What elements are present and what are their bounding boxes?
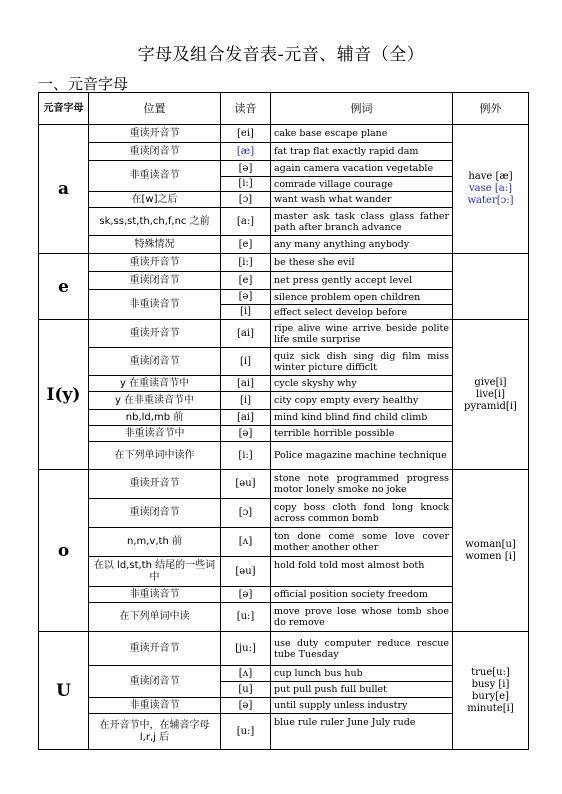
examples-cell: move prove lose whose tomb shoe do remove bbox=[271, 603, 453, 632]
examples-cell: until supply unless industry bbox=[271, 698, 453, 714]
position-cell: 非重读音节 bbox=[89, 698, 221, 714]
letter-e: e bbox=[39, 254, 89, 320]
examples-cell: again camera vacation vegetable bbox=[271, 161, 453, 177]
exceptions-u bbox=[453, 632, 529, 750]
exceptions-e bbox=[453, 254, 529, 320]
exceptions-a bbox=[453, 125, 529, 254]
examples-cell: use duty computer reduce rescue tube Tuesday bbox=[271, 632, 453, 666]
examples-cell: net press gently accept level bbox=[271, 272, 453, 290]
phonetic-cell: [u:] bbox=[221, 714, 271, 750]
phonetic-cell: [ə] bbox=[221, 290, 271, 305]
letter-o: o bbox=[39, 470, 89, 632]
letter-a: a bbox=[39, 125, 89, 254]
phonetic-cell: [i] bbox=[221, 392, 271, 410]
phonetic-cell: [ai] bbox=[221, 320, 271, 348]
phonetic-cell: [i] bbox=[221, 348, 271, 376]
phonetic-cell: [i:] bbox=[221, 442, 271, 470]
position-cell: 重读开音节 bbox=[89, 470, 221, 499]
table-row bbox=[39, 125, 529, 143]
position-cell: 重读闭音节 bbox=[89, 348, 221, 376]
vowel-table bbox=[38, 92, 529, 750]
phonetic-cell: [əu] bbox=[221, 557, 271, 587]
position-cell: 在以 ld,st,th 结尾的一些词中 bbox=[89, 557, 221, 587]
phonetic-cell: [e] bbox=[221, 236, 271, 254]
phonetic-cell: [æ] bbox=[221, 143, 271, 161]
examples-cell: master ask task class glass father path after branch advance bbox=[271, 208, 453, 236]
position-cell: 重读开音节 bbox=[89, 125, 221, 143]
position-cell: 非重读音节 bbox=[89, 161, 221, 192]
phonetic-cell: [i] bbox=[221, 305, 271, 320]
phonetic-cell: [ju:] bbox=[221, 632, 271, 666]
letter-u: U bbox=[39, 632, 89, 750]
page-title: 字母及组合发音表-元音、辅音（全） bbox=[137, 45, 425, 65]
position-cell: 非重读音节中 bbox=[89, 426, 221, 442]
examples-cell: stone note programmed progress motor lonely smoke no joke bbox=[271, 470, 453, 499]
exception-item: women [i] bbox=[465, 550, 516, 562]
table-row bbox=[39, 320, 529, 348]
exceptions-i bbox=[453, 320, 529, 470]
section-heading: 一、元音字母 bbox=[38, 75, 129, 93]
position-cell: y 在非重读音节中 bbox=[89, 392, 221, 410]
position-cell: n,m,v,th 前 bbox=[89, 528, 221, 557]
examples-cell: be these she evil bbox=[271, 254, 453, 272]
position-cell: 重读闭音节 bbox=[89, 143, 221, 161]
position-cell: 重读开音节 bbox=[89, 254, 221, 272]
examples-cell: mind kind blind find child climb bbox=[271, 410, 453, 426]
position-cell: 特殊情况 bbox=[89, 236, 221, 254]
phonetic-cell: [ɔ] bbox=[221, 499, 271, 528]
position-cell: sk,ss,st,th,ch,f,nc 之前 bbox=[89, 208, 221, 236]
examples-cell: cycle skyshy why bbox=[271, 376, 453, 392]
position-cell: 重读闭音节 bbox=[89, 499, 221, 528]
phonetic-cell: [e] bbox=[221, 272, 271, 290]
letter-i: I(y) bbox=[39, 320, 89, 470]
examples-cell: silence problem open children bbox=[271, 290, 453, 305]
examples-cell: want wash what wander bbox=[271, 192, 453, 208]
examples-cell: blue rule ruler June July rude bbox=[271, 714, 453, 750]
header-exceptions: 例外 bbox=[453, 93, 529, 125]
phonetic-cell: [i:] bbox=[221, 177, 271, 192]
position-cell: 重读开音节 bbox=[89, 320, 221, 348]
exception-item: vase [a:] bbox=[469, 183, 512, 194]
examples-cell: cake base escape plane bbox=[271, 125, 453, 143]
phonetic-cell: [u] bbox=[221, 682, 271, 698]
exception-item: minute[i] bbox=[467, 702, 514, 714]
phonetic-cell: [ʌ] bbox=[221, 666, 271, 682]
table-row bbox=[39, 470, 529, 499]
exception-item: bury[e] bbox=[472, 690, 509, 702]
phonetic-cell: [ʌ] bbox=[221, 528, 271, 557]
phonetic-cell: [ɔ] bbox=[221, 192, 271, 208]
position-cell: 在[w]之后 bbox=[89, 192, 221, 208]
exception-item: true[u:] bbox=[471, 666, 510, 678]
phonetic-cell: [ai] bbox=[221, 410, 271, 426]
exception-item: have [æ] bbox=[468, 171, 513, 182]
examples-cell: hold fold told most almost both bbox=[271, 557, 453, 587]
phonetic-cell: [ei] bbox=[221, 125, 271, 143]
header-position: 位置 bbox=[89, 93, 221, 125]
examples-cell: put pull push full bullet bbox=[271, 682, 453, 698]
exceptions-o bbox=[453, 470, 529, 632]
position-cell: y 在重读音节中 bbox=[89, 376, 221, 392]
position-cell: 在开音节中，在辅音字母 l,r,j 后 bbox=[89, 714, 221, 750]
examples-cell: terrible horrible possible bbox=[271, 426, 453, 442]
position-cell: 重读闭音节 bbox=[89, 272, 221, 290]
examples-cell: fat trap flat exactly rapid dam bbox=[271, 143, 453, 161]
phonetic-cell: [a:] bbox=[221, 208, 271, 236]
position-cell: 在下列单词中读 bbox=[89, 603, 221, 632]
phonetic-cell: [ai] bbox=[221, 376, 271, 392]
examples-cell: copy boss cloth fond long knock across common bomb bbox=[271, 499, 453, 528]
examples-cell: quiz sick dish sing dig film miss winter picture difficlt bbox=[271, 348, 453, 376]
phonetic-cell: [u:] bbox=[221, 603, 271, 632]
examples-cell: effect select develop before bbox=[271, 305, 453, 320]
phonetic-cell: [ə] bbox=[221, 161, 271, 177]
position-cell: nb,ld,mb 前 bbox=[89, 410, 221, 426]
phonetic-cell: [ə] bbox=[221, 698, 271, 714]
exception-item: water[ɔ:] bbox=[467, 195, 514, 206]
exception-item: give[i] bbox=[474, 376, 507, 388]
phonetic-cell: [i:] bbox=[221, 254, 271, 272]
header-phonetic: 读音 bbox=[221, 93, 271, 125]
examples-cell: city copy empty every healthy bbox=[271, 392, 453, 410]
examples-cell: comrade village courage bbox=[271, 177, 453, 192]
examples-cell: Police magazine machine technique bbox=[271, 442, 453, 470]
position-cell: 非重读音节 bbox=[89, 290, 221, 320]
examples-cell: ton done come some love cover mother another other bbox=[271, 528, 453, 557]
phonetic-cell: [ə] bbox=[221, 587, 271, 603]
table-row bbox=[39, 632, 529, 666]
phonetic-cell: [ə] bbox=[221, 426, 271, 442]
examples-cell: ripe alive wine arrive beside polite life smile surprise bbox=[271, 320, 453, 348]
examples-cell: cup lunch bus hub bbox=[271, 666, 453, 682]
phonetic-cell: [əu] bbox=[221, 470, 271, 499]
position-cell: 非重读音节 bbox=[89, 587, 221, 603]
exception-item: busy [i] bbox=[471, 678, 510, 690]
exception-item: live[i] bbox=[476, 388, 505, 400]
position-cell: 重读开音节 bbox=[89, 632, 221, 666]
header-letter: 元音字母 bbox=[39, 93, 89, 125]
position-cell: 重读闭音节 bbox=[89, 666, 221, 698]
table-header-row bbox=[39, 93, 529, 125]
exception-item: woman[u] bbox=[465, 538, 516, 550]
examples-cell: any many anything anybody bbox=[271, 236, 453, 254]
position-cell: 在下列单词中读作 bbox=[89, 442, 221, 470]
header-examples: 例词 bbox=[271, 93, 453, 125]
examples-cell: official position society freedom bbox=[271, 587, 453, 603]
table-row bbox=[39, 254, 529, 272]
exception-item: pyramid[i] bbox=[464, 400, 517, 412]
